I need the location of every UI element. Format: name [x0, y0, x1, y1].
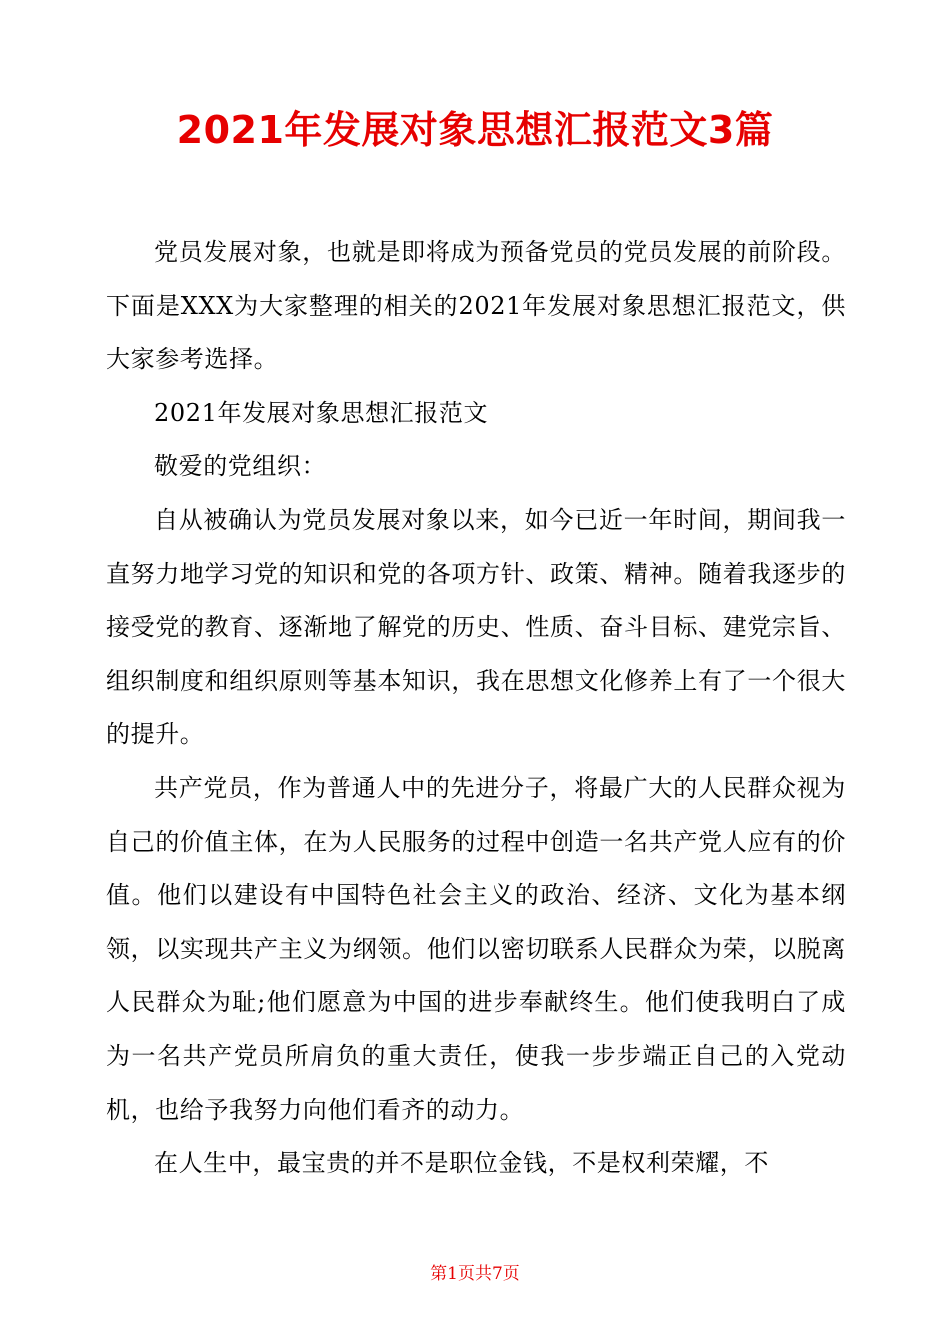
paragraph: 党员发展对象，也就是即将成为预备党员的党员发展的前阶段。下面是XXX为大家整理的相关的2021年发展对象思想汇报范文，供大家参考选择。	[106, 238, 846, 374]
paragraph: 2021年发展对象思想汇报范文	[154, 398, 489, 427]
paragraph: 在人生中，最宝贵的并不是职位金钱，不是权利荣耀，不	[154, 1149, 769, 1178]
document-title: 2021年发展对象思想汇报范文3篇	[176, 108, 774, 152]
paragraph: 敬爱的党组织：	[154, 452, 327, 481]
paragraph: 共产党员，作为普通人中的先进分子，将最广大的人民群众视为自己的价值主体，在为人民服务的过程中创造一名共产党人应有的价值。他们以建设有中国特色社会主义的政治、经济、文化为基本纲领，以实现共产主义为纲领。他们以密切联系人民群众为荣，以脱离人民群众为耻;他们愿意为中国的进步奉献终生。他们使我明白了成为一名共产党员所肩负的重大责任，使我一步步端正自己的入党动机，也给予我努力向他们看齐的动力。	[106, 773, 846, 1124]
paragraph: 自从被确认为党员发展对象以来，如今已近一年时间，期间我一直努力地学习党的知识和党的各项方针、政策、精神。随着我逐步的接受党的教育、逐渐地了解党的历史、性质、奋斗目标、建党宗旨、组织制度和组织原则等基本知识，我在思想文化修养上有了一个很大的提升。	[106, 505, 846, 749]
page-number-footer: 第1页共7页	[430, 1264, 520, 1284]
document-body	[106, 226, 846, 1191]
